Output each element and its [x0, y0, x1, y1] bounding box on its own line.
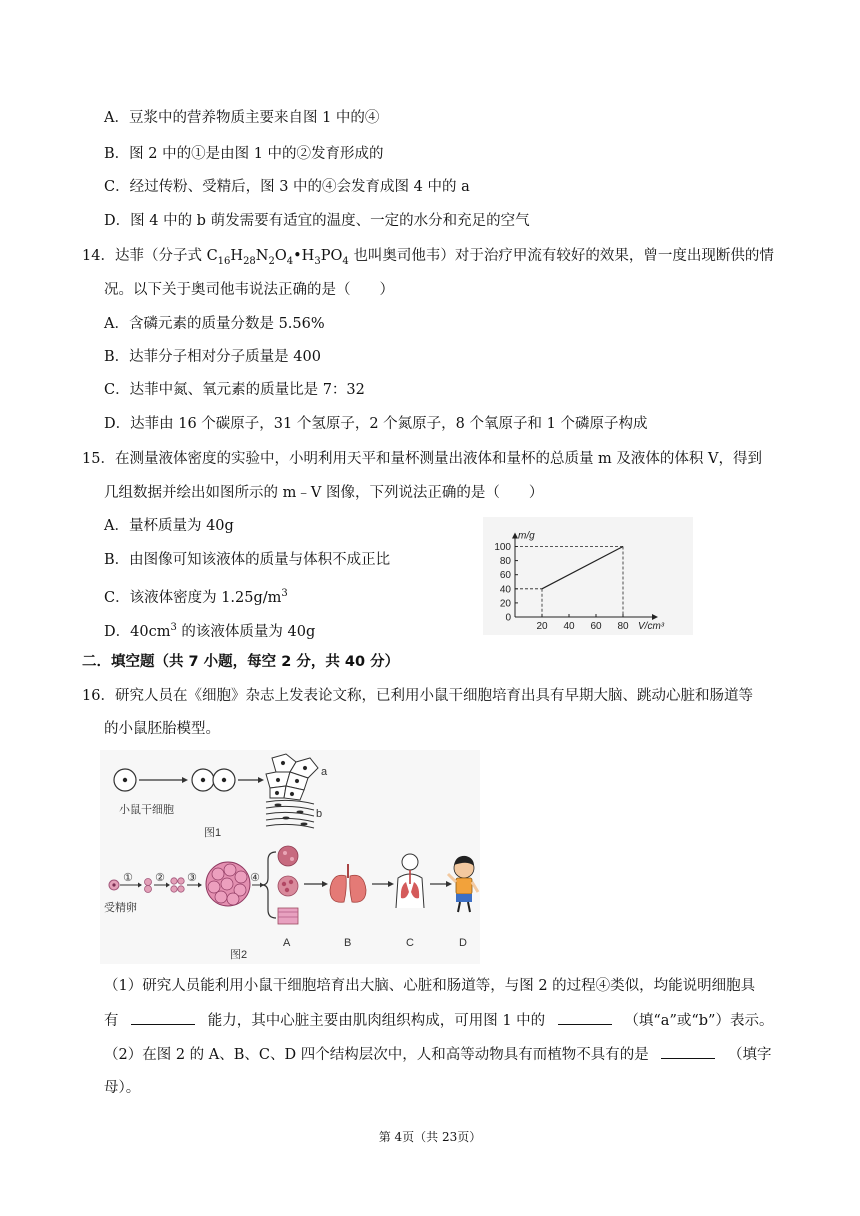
y-tick-label: 80 [499, 556, 511, 568]
y-axis-label: m/g [518, 530, 535, 542]
x-tick-label: 20 [536, 621, 548, 632]
q16-sub2-text-a: （2）在图 2 的 A、B、C、D 四个结构层次中，人和高等动物具有而植物不具有的是 [104, 1047, 649, 1063]
q15-option-c-text: C．该液体密度为 1.25g/m [104, 589, 282, 606]
section-title: 二．填空题（共 7 小题，每空 2 分，共 40 分） [82, 654, 400, 670]
y-tick-label: 0 [505, 612, 511, 624]
y-tick-label: 20 [499, 598, 511, 610]
q15-option-b: B．由图像可知该液体的质量与体积不成正比 [104, 552, 391, 568]
fig2-stage-d: D [459, 937, 467, 949]
fig1-label-a: a [321, 766, 328, 778]
x-axis-label: V/cm³ [638, 621, 665, 632]
q14-stem [82, 246, 774, 272]
q14-option-d: D．达菲由 16 个碳原子，31 个氢原子，2 个氮原子，8 个氧原子和 1 个磷原子构成 [104, 416, 648, 432]
fig2-egg-label: 受精卵 [104, 902, 137, 914]
fig2-step-4: ④ [250, 872, 260, 884]
q14-number: 14． [82, 248, 115, 264]
q15-option-d [104, 618, 315, 642]
answer-blank-2[interactable] [558, 1010, 612, 1025]
q14-stem-start: 达菲（分子式 [114, 248, 207, 264]
q15-option-d-sup: 3 [170, 622, 177, 633]
q16-sub1-text-b: 能力，其中心脏主要由肌肉组织构成，可用图 1 中的 [207, 1013, 546, 1029]
q16-sub1-text-c: （填“a”或“b”）表示。 [624, 1013, 774, 1029]
q16-sub1-line2 [104, 1010, 773, 1031]
q15-option-a: A．量杯质量为 40g [104, 518, 234, 534]
fig2-stage-b: B [344, 937, 352, 949]
answer-blank-1[interactable] [131, 1010, 195, 1025]
q14-formula: $C_{16}H_{28}N_2O_4•H_3PO_4$ [206, 248, 349, 267]
q16-stem-line2: 的小鼠胚胎模型。 [104, 721, 220, 737]
q15-stem-line2: 几组数据并绘出如图所示的 m﹣V 图像，下列说法正确的是（ ） [104, 485, 544, 501]
q14-stem-end: 也叫奥司他韦）对于治疗甲流有较好的效果，曾一度出现断供的情 [348, 248, 774, 264]
x-tick-label: 80 [617, 621, 629, 632]
q15-option-c-sup: 3 [281, 588, 288, 599]
fig2-step-2: ② [155, 872, 165, 884]
q14-option-b: B．达菲分子相对分子质量是 400 [104, 349, 321, 365]
answer-blank-3[interactable] [661, 1044, 715, 1059]
tissue-stage-a-icon [278, 846, 298, 924]
fig2-step-1: ① [123, 872, 133, 884]
q16-stem-line1: 16．研究人员在《细胞》杂志上发表论文称，已利用小鼠干细胞培育出具有早期大脑、跳动心脏和肠道等 [82, 688, 753, 704]
fig1-stem-cell-label: 小鼠干细胞 [119, 804, 174, 816]
q13-option-c: C．经过传粉、受精后，图 3 中的④会发育成图 4 中的 a [104, 179, 470, 195]
y-tick-label: 100 [494, 542, 511, 553]
q13-option-b: B．图 2 中的①是由图 1 中的②发育形成的 [104, 146, 384, 162]
q16-sub1-text-a: 有 [104, 1013, 119, 1029]
q15-option-d-rest: 的该液体质量为 40g [176, 623, 316, 640]
q14-option-a: A．含磷元素的质量分数是 5.56% [104, 316, 325, 332]
q15-stem-line1: 15．在测量液体密度的实验中，小明利用天平和量杯测量出液体和量杯的总质量 m 及液体的体积 V，得到 [82, 451, 762, 467]
q16-sub1-line1: （1）研究人员能利用小鼠干细胞培育出大脑、心脏和肠道等，与图 2 的过程④类似，均能说明细胞具 [104, 978, 756, 994]
fig1-caption: 图1 [204, 827, 222, 839]
mv-chart [483, 517, 693, 635]
y-tick-label: 40 [499, 584, 511, 596]
morula-icon [206, 862, 250, 906]
q16-sub2-line2: 母）。 [104, 1080, 141, 1096]
q16-figure [100, 750, 480, 964]
q16-sub2-line1 [104, 1044, 771, 1065]
q15-option-c [104, 584, 288, 608]
page-footer: 第 4页（共 23页） [378, 1130, 482, 1144]
fig2-stage-a: A [283, 937, 291, 949]
fig1-label-b: b [316, 808, 323, 820]
q13-option-d: D．图 4 中的 b 萌发需要有适宜的温度、一定的水分和充足的空气 [104, 213, 530, 229]
fig2-caption: 图2 [230, 949, 248, 961]
q13-option-a: A．豆浆中的营养物质主要来自图 1 中的④ [104, 110, 380, 126]
y-tick-label: 60 [499, 570, 511, 582]
q14-option-c: C．达菲中氮、氧元素的质量比是 7：32 [104, 382, 365, 398]
q16-sub2-text-b: （填字 [727, 1047, 772, 1063]
x-tick-label: 40 [563, 621, 575, 632]
fig2-step-3: ③ [187, 872, 197, 884]
x-tick-label: 60 [590, 621, 602, 632]
fig2-stage-c: C [406, 937, 414, 949]
q14-stem-line2: 况。以下关于奥司他韦说法正确的是（ ） [104, 282, 394, 298]
q15-option-d-text: D．40cm [104, 623, 171, 640]
